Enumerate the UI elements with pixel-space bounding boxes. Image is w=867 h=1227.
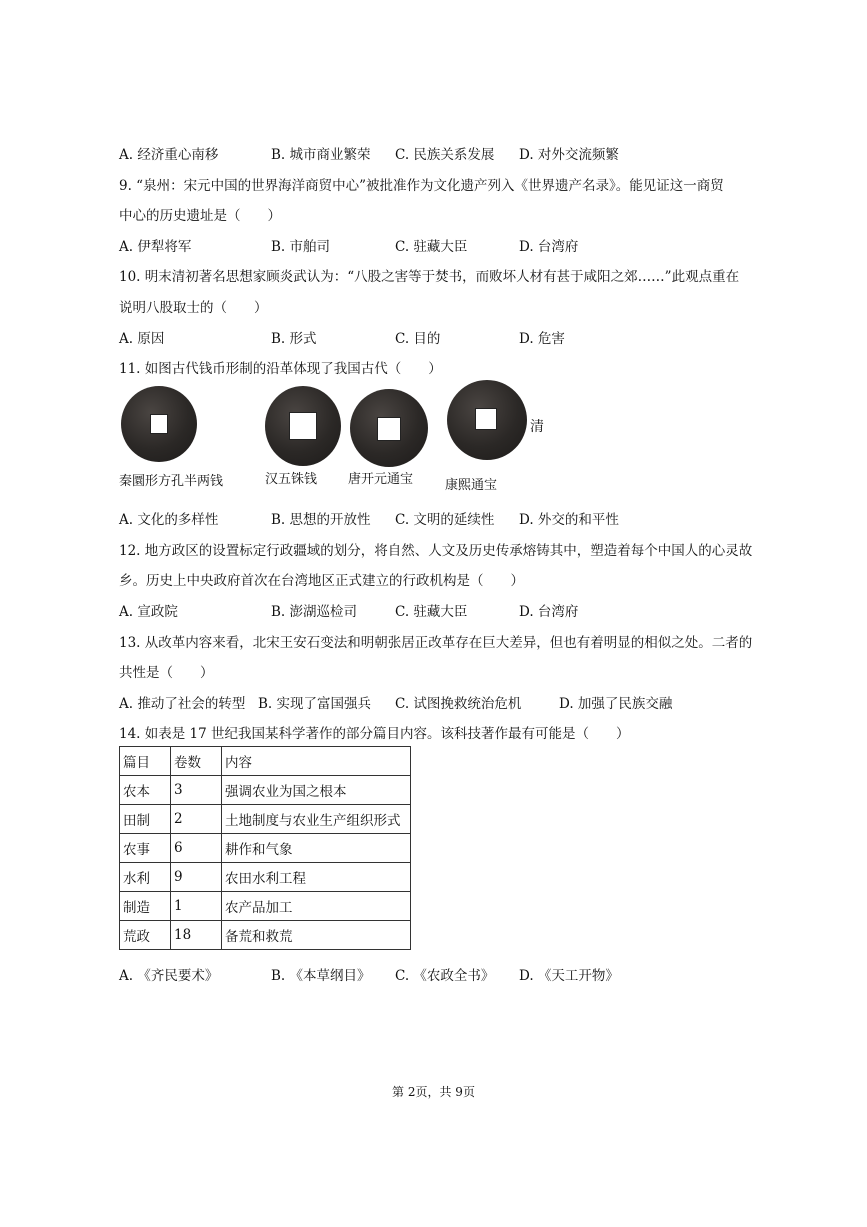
q11-option-b: B. 思想的开放性	[271, 512, 371, 528]
coin-square-hole	[377, 417, 401, 441]
coin-caption-han: 汉五铢钱	[265, 472, 318, 487]
q9-option-a: A. 伊犁将军	[119, 239, 192, 255]
table-cell: 2	[171, 805, 222, 834]
table-cell: 强调农业为国之根本	[222, 776, 411, 805]
table-cell: 荒政	[120, 921, 171, 950]
q10-option-d: D. 危害	[519, 331, 565, 347]
q11-stem: 11. 如图古代钱币形制的沿革体现了我国古代（ ）	[119, 361, 442, 377]
table-header-cell: 卷数	[171, 747, 222, 776]
q13-stem-line1: 13. 从改革内容来看，北宋王安石变法和明朝张居正改革存在巨大差异，但也有着明显的相似之处。二者的	[119, 635, 753, 651]
coin-square-hole	[475, 408, 497, 430]
q14-option-b: B. 《本草纲目》	[271, 968, 371, 984]
table-cell: 土地制度与农业生产组织形式	[222, 805, 411, 834]
q14-stem: 14. 如表是 17 世纪我国某科学著作的部分篇目内容。该科技著作最有可能是（ ）	[119, 726, 630, 742]
qin-banliang-coin	[121, 386, 197, 462]
table-cell: 水利	[120, 863, 171, 892]
qing-label: 清	[530, 419, 544, 435]
table-cell: 农产品加工	[222, 892, 411, 921]
table-cell: 耕作和气象	[222, 834, 411, 863]
q9-option-c: C. 驻藏大臣	[395, 239, 468, 255]
coin-square-hole	[150, 414, 168, 434]
q14-option-a: A. 《齐民要术》	[119, 968, 219, 984]
q8-option-c: C. 民族关系发展	[395, 147, 495, 163]
table-cell: 田制	[120, 805, 171, 834]
coin-caption-qin: 秦圜形方孔半两钱	[119, 474, 224, 489]
coin-caption-kangxi: 康熙通宝	[445, 478, 498, 493]
table-row	[120, 805, 411, 834]
q12-option-c: C. 驻藏大臣	[395, 604, 468, 620]
q13-option-d: D. 加强了民族交融	[559, 696, 673, 712]
table-header-row	[120, 747, 411, 776]
q13-stem-line2: 共性是（ ）	[119, 665, 214, 681]
q10-option-a: A. 原因	[119, 331, 165, 347]
table-cell: 备荒和救荒	[222, 921, 411, 950]
table-header-cell: 篇目	[120, 747, 171, 776]
q14-option-d: D. 《天工开物》	[519, 968, 619, 984]
table-row	[120, 863, 411, 892]
table-row	[120, 892, 411, 921]
q12-option-b: B. 澎湖巡检司	[271, 604, 358, 620]
q13-option-c: C. 试图挽救统治危机	[395, 696, 522, 712]
table-row	[120, 921, 411, 950]
q10-stem-line2: 说明八股取士的（ ）	[119, 300, 268, 316]
coin-caption-tang: 唐开元通宝	[348, 472, 414, 487]
page-footer: 第 2页，共 9页	[392, 1085, 475, 1099]
q8-option-a: A. 经济重心南移	[119, 147, 219, 163]
q8-option-d: D. 对外交流频繁	[519, 147, 619, 163]
q14-option-c: C. 《农政全书》	[395, 968, 495, 984]
han-wuzhu-coin	[265, 386, 341, 466]
q11-option-d: D. 外交的和平性	[519, 512, 619, 528]
q9-option-d: D. 台湾府	[519, 239, 579, 255]
table-cell: 6	[171, 834, 222, 863]
table-cell: 农田水利工程	[222, 863, 411, 892]
table-cell: 9	[171, 863, 222, 892]
table-cell: 制造	[120, 892, 171, 921]
q12-option-d: D. 台湾府	[519, 604, 579, 620]
agriculture-book-table	[119, 746, 411, 950]
q11-option-a: A. 文化的多样性	[119, 512, 219, 528]
q13-option-b: B. 实现了富国强兵	[258, 696, 372, 712]
q9-option-b: B. 市舶司	[271, 239, 331, 255]
table-row	[120, 776, 411, 805]
q13-option-a: A. 推动了社会的转型	[119, 696, 246, 712]
q9-stem-line2: 中心的历史遗址是（ ）	[119, 208, 281, 224]
table-row	[120, 834, 411, 863]
q11-option-c: C. 文明的延续性	[395, 512, 495, 528]
q9-stem-line1: 9. “泉州：宋元中国的世界海洋商贸中心”被批准作为文化遗产列入《世界遗产名录》。能见证这一商贸	[119, 178, 724, 194]
table-cell: 农事	[120, 834, 171, 863]
coin-square-hole	[289, 412, 317, 440]
table-cell: 1	[171, 892, 222, 921]
table-header-cell: 内容	[222, 747, 411, 776]
q10-stem-line1: 10. 明末清初著名思想家顾炎武认为：“八股之害等于焚书，而败坏人材有甚于咸阳之郊……”此观点重在	[119, 269, 740, 285]
table-cell: 农本	[120, 776, 171, 805]
q12-option-a: A. 宣政院	[119, 604, 178, 620]
q10-option-b: B. 形式	[271, 331, 317, 347]
q8-option-b: B. 城市商业繁荣	[271, 147, 371, 163]
kangxi-tongbao-coin	[447, 380, 527, 460]
q10-option-c: C. 目的	[395, 331, 441, 347]
q12-stem-line2: 乡。历史上中央政府首次在台湾地区正式建立的行政机构是（ ）	[119, 573, 524, 589]
tang-kaiyuan-coin	[350, 389, 428, 467]
table-cell: 3	[171, 776, 222, 805]
q12-stem-line1: 12. 地方政区的设置标定行政疆域的划分，将自然、人文及历史传承熔铸其中，塑造着每个中国人的心灵故	[119, 543, 753, 559]
table-cell: 18	[171, 921, 222, 950]
coin-figure	[119, 380, 559, 495]
